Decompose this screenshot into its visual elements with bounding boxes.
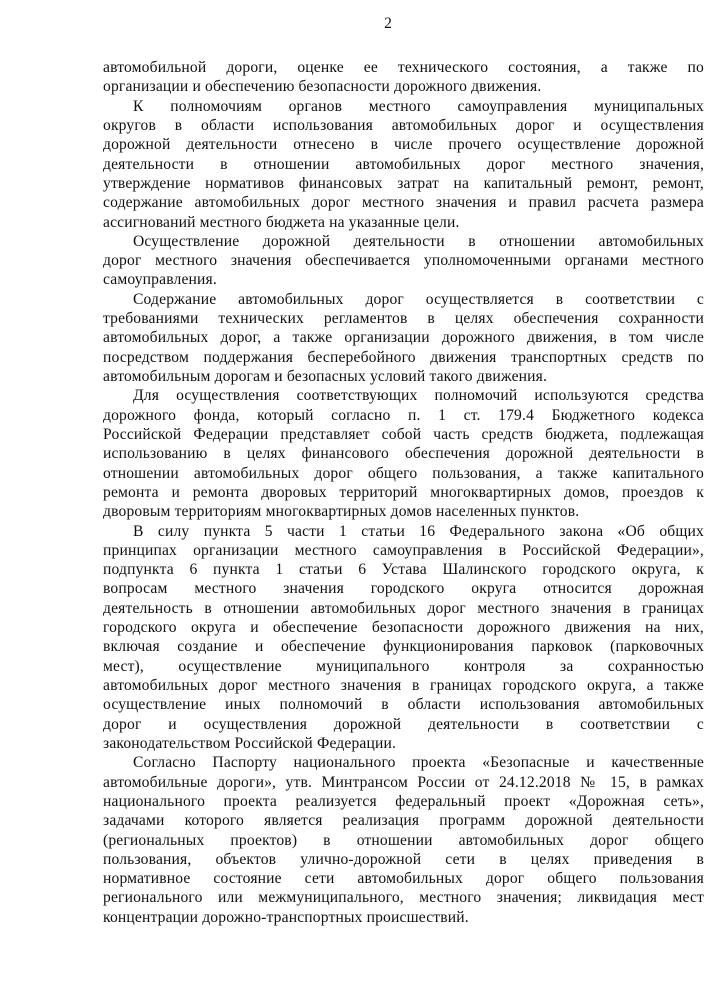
text-line: включая создание и обеспечение функционирования парковок (парковочных [103, 638, 704, 656]
text-line: концентрации дорожно-транспортных происшествий. [103, 908, 469, 926]
text-line: принципах организации местного самоуправления в Российской Федерации», [103, 541, 704, 559]
text-line: законодательством Российской Федерации. [103, 734, 397, 752]
text-line: мест), осуществление муниципального контроля за сохранностью [103, 657, 704, 675]
text-line: (региональных проектов) в отношении автомобильных дорог общего [103, 831, 704, 849]
paragraph [103, 97, 704, 232]
text-line: подпункта 6 пункта 1 статьи 6 Устава Шалинского городского округа, к [103, 561, 704, 579]
text-line: ассигнований местного бюджета на указанные цели. [103, 213, 460, 231]
text-line: городского округа и обеспечение безопасности дорожного движения на них, [103, 619, 704, 637]
text-line: дворовым территориям многоквартирных домов населенных пунктов. [103, 503, 580, 521]
paragraph [103, 290, 704, 387]
paragraph [103, 58, 704, 97]
text-line: автомобильных дорог местного значения в границах городского округа, а также [103, 677, 704, 694]
text-line: Осуществление дорожной деятельности в отношении автомобильных [133, 232, 704, 250]
paragraph [103, 232, 704, 290]
paragraph [103, 386, 704, 521]
page-number: 2 [384, 15, 392, 32]
text-line: осуществление иных полномочий в области использования автомобильных [103, 696, 704, 714]
text-line: Согласно Паспорту национального проекта «Безопасные и качественные [133, 754, 704, 772]
text-line: деятельности в отношении автомобильных дорог местного значения, [103, 155, 704, 173]
text-line: вопросам местного значения городского округа относится дорожная [103, 580, 704, 598]
paragraph [103, 522, 704, 754]
text-line: нормативное состояние сети автомобильных дорог общего пользования [103, 870, 704, 888]
text-line: дорог местного значения обеспечивается уполномоченными органами местного [103, 252, 704, 270]
text-line: округов в области использования автомобильных дорог и осуществления [103, 116, 704, 134]
text-line: дорожной деятельности отнесено в числе прочего осуществление дорожной [103, 136, 704, 154]
text-line: автомобильных дорог, а также организации дорожного движения, в том числе [103, 329, 704, 347]
text-line: ремонта и ремонта дворовых территорий многоквартирных домов, проездов к [103, 483, 704, 501]
text-line: задачами которого является реализация программ дорожной деятельности [103, 812, 704, 830]
text-line: самоуправления. [103, 271, 217, 289]
text-line: посредством поддержания бесперебойного движения транспортных средств по [103, 348, 704, 366]
text-line: Содержание автомобильных дорог осуществляется в соответствии с [133, 290, 704, 308]
text-line: национального проекта реализуется федеральный проект «Дорожная сеть», [103, 792, 704, 810]
paragraph [103, 753, 704, 927]
text-line: регионального или межмуниципального, местного значения; ликвидация мест [103, 889, 704, 907]
text-line: дорог и осуществления дорожной деятельности в соответствии с [103, 715, 704, 733]
text-line: использованию в целях финансового обеспечения дорожной деятельности в [103, 445, 704, 463]
text-line: автомобильные дороги», утв. Минтрансом России от 24.12.2018 № 15, в рамках [103, 773, 704, 791]
text-line: Для осуществления соответствующих полномочий используются средства [133, 387, 704, 405]
text-line: В силу пункта 5 части 1 статьи 16 Федерального закона «Об общих [133, 522, 704, 540]
text-line: автомобильным дорогам и безопасных условий такого движения. [103, 368, 548, 385]
text-line: утверждение нормативов финансовых затрат на капитальный ремонт, ремонт, [103, 174, 704, 192]
text-line: требованиями технических регламентов в целях обеспечения сохранности [103, 310, 704, 328]
document-body [103, 58, 704, 927]
text-line: организации и обеспечению безопасности дорожного движения. [103, 78, 542, 96]
text-line: деятельность в отношении автомобильных дорог местного значения в границах [103, 599, 704, 617]
text-line: Российской Федерации представляет собой часть средств бюджета, подлежащая [103, 425, 704, 443]
text-line: автомобильной дороги, оценке ее технического состояния, а также по [103, 59, 704, 76]
text-line: пользования, объектов улично-дорожной сети в целях приведения в [103, 850, 704, 868]
text-line: К полномочиям органов местного самоуправления муниципальных [133, 97, 704, 115]
text-line: отношении автомобильных дорог общего пользования, а также капитального [103, 464, 704, 482]
text-line: дорожного фонда, который согласно п. 1 ст. 179.4 Бюджетного кодекса [103, 406, 704, 424]
text-line: содержание автомобильных дорог местного значения и правил расчета размера [103, 194, 704, 212]
